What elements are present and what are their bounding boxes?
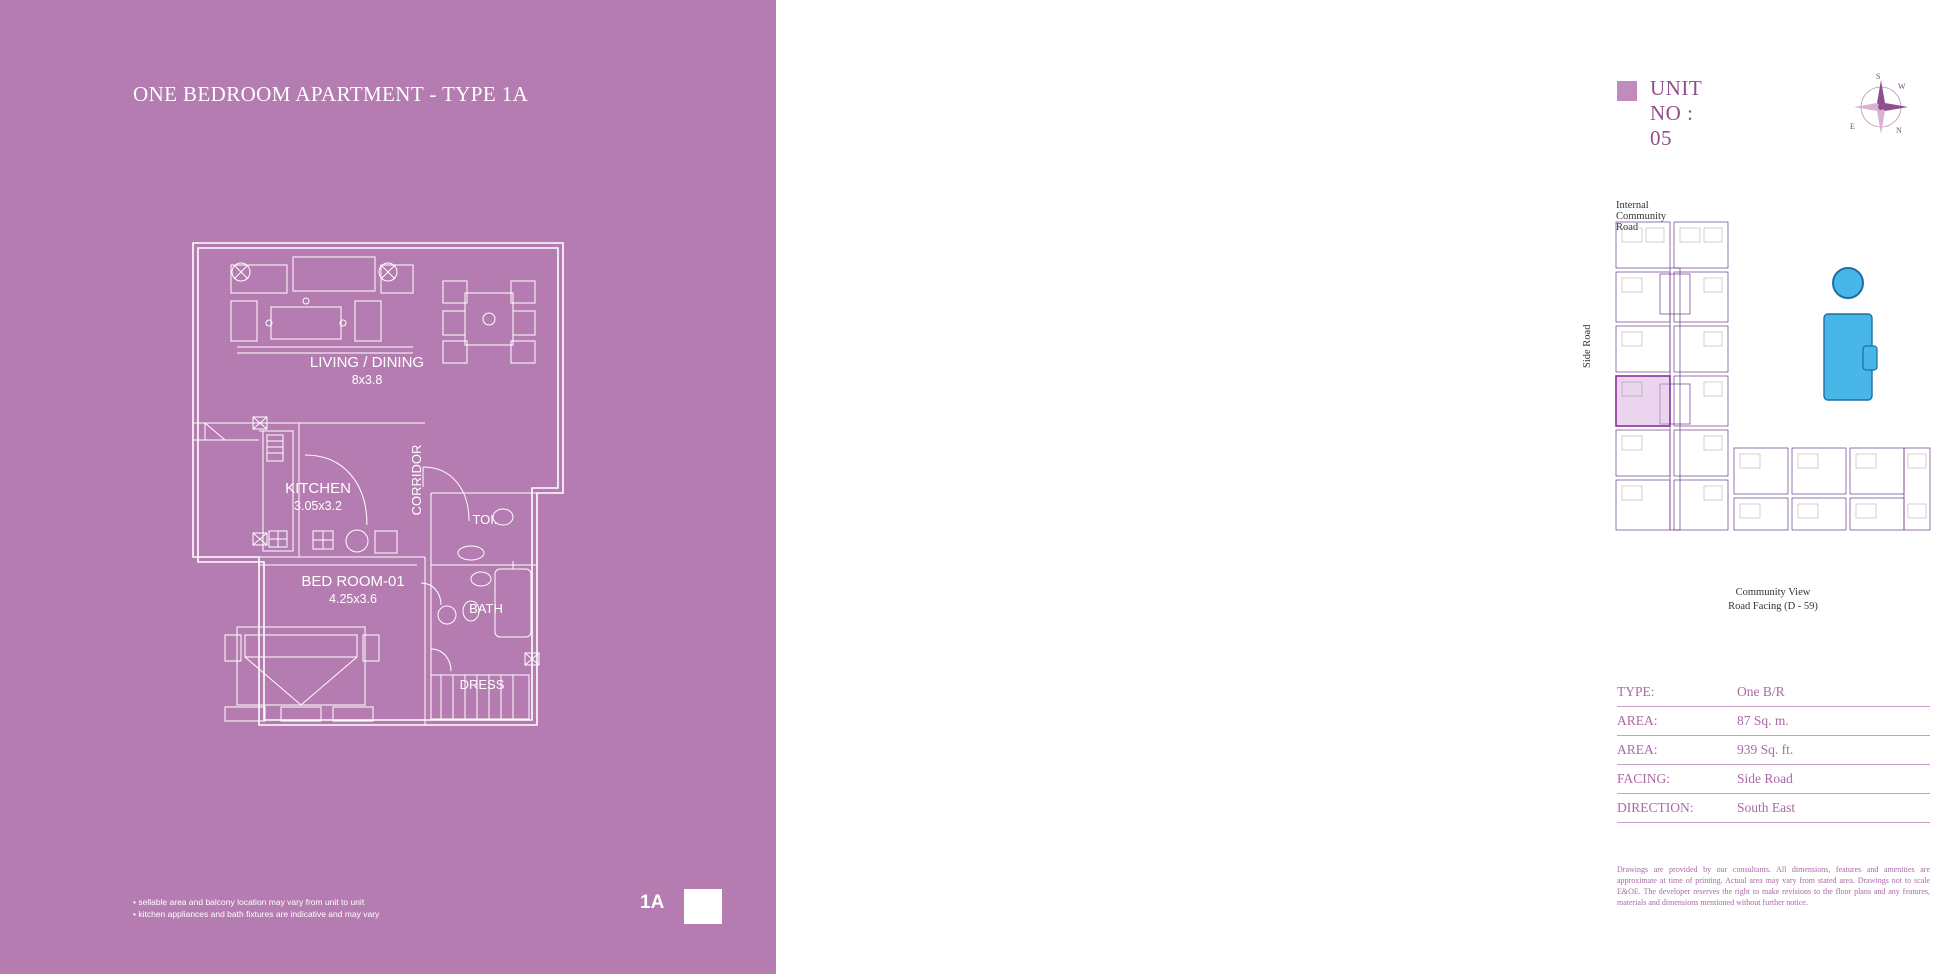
room-label-corridor: CORRIDOR — [409, 444, 424, 516]
room-label-toilet: TOI. — [472, 512, 498, 527]
spec-key-area-sqm: AREA: — [1617, 713, 1658, 728]
unit-number-label: UNIT NO : 05 — [1650, 76, 1702, 150]
page-title: ONE BEDROOM APARTMENT - TYPE 1A — [133, 82, 529, 106]
site-key-plan — [1608, 218, 1938, 578]
compass-label-s: S — [1876, 72, 1881, 81]
table-row — [1617, 765, 1930, 794]
right-info-panel — [776, 0, 1930, 974]
left-disclaimer-line-1: • sellable area and balcony location may vary from unit to unit — [133, 897, 365, 907]
compass-icon — [1848, 74, 1914, 140]
table-row — [1617, 736, 1930, 765]
left-disclaimer — [133, 896, 453, 920]
internal-community-road-label: Internal Community Road — [1616, 200, 1667, 233]
table-row — [1617, 678, 1930, 707]
room-dim-bedroom: 4.25x3.6 — [329, 592, 377, 606]
room-label-bedroom: BED ROOM-01 — [301, 573, 405, 590]
compass-label-w: W — [1898, 82, 1906, 91]
left-disclaimer-line-2: • kitchen appliances and bath fixtures are indicative and may vary — [133, 909, 380, 919]
spec-value-facing: Side Road — [1737, 771, 1793, 786]
compass-label-e: E — [1850, 122, 1855, 131]
spec-key-type: TYPE: — [1617, 684, 1655, 699]
plan-type-badge: 1A — [640, 892, 665, 913]
unit-spec-table — [1617, 678, 1930, 823]
spec-key-direction: DIRECTION: — [1617, 800, 1694, 815]
side-road-label: Side Road — [1582, 324, 1593, 368]
plan-type-swatch — [684, 889, 722, 924]
table-row — [1617, 794, 1930, 823]
table-row — [1617, 707, 1930, 736]
site-key-plan-svg — [1608, 218, 1938, 578]
key-plan-caption-line-2: Road Facing (D - 59) — [1728, 601, 1818, 612]
room-label-dress: DRESS — [459, 677, 505, 692]
room-label-living-dining: LIVING / DINING — [309, 354, 425, 371]
key-plan-caption-line-1: Community View — [1735, 587, 1811, 598]
spec-key-facing: FACING: — [1617, 771, 1671, 786]
room-label-bath: BATH — [469, 601, 503, 616]
floor-plan-drawing — [185, 235, 575, 735]
unit-marker-icon — [1617, 81, 1637, 101]
room-dim-living-dining: 8x3.8 — [351, 373, 383, 387]
compass-label-n: N — [1896, 126, 1902, 135]
right-disclaimer: Drawings are provided by our consultants. All dimensions, features and amenities are approximate at time of printing. Actual area may vary from stated area. Drawings not to scale E&OE. The developer reserves the right to make revisions to the floor plans and any features, materials and dimensions mentioned without further notice. — [1617, 865, 1930, 907]
left-plan-panel — [0, 0, 776, 974]
key-plan-caption — [1608, 586, 1938, 614]
room-label-kitchen: KITCHEN — [285, 480, 351, 497]
spec-value-direction: South East — [1737, 800, 1796, 815]
room-dim-kitchen: 3.05x3.2 — [294, 499, 342, 513]
spec-value-area-sqm: 87 Sq. m. — [1737, 713, 1789, 728]
spec-key-area-sqft: AREA: — [1617, 742, 1658, 757]
spec-value-area-sqft: 939 Sq. ft. — [1737, 742, 1794, 757]
spec-value-type: One B/R — [1737, 684, 1785, 699]
